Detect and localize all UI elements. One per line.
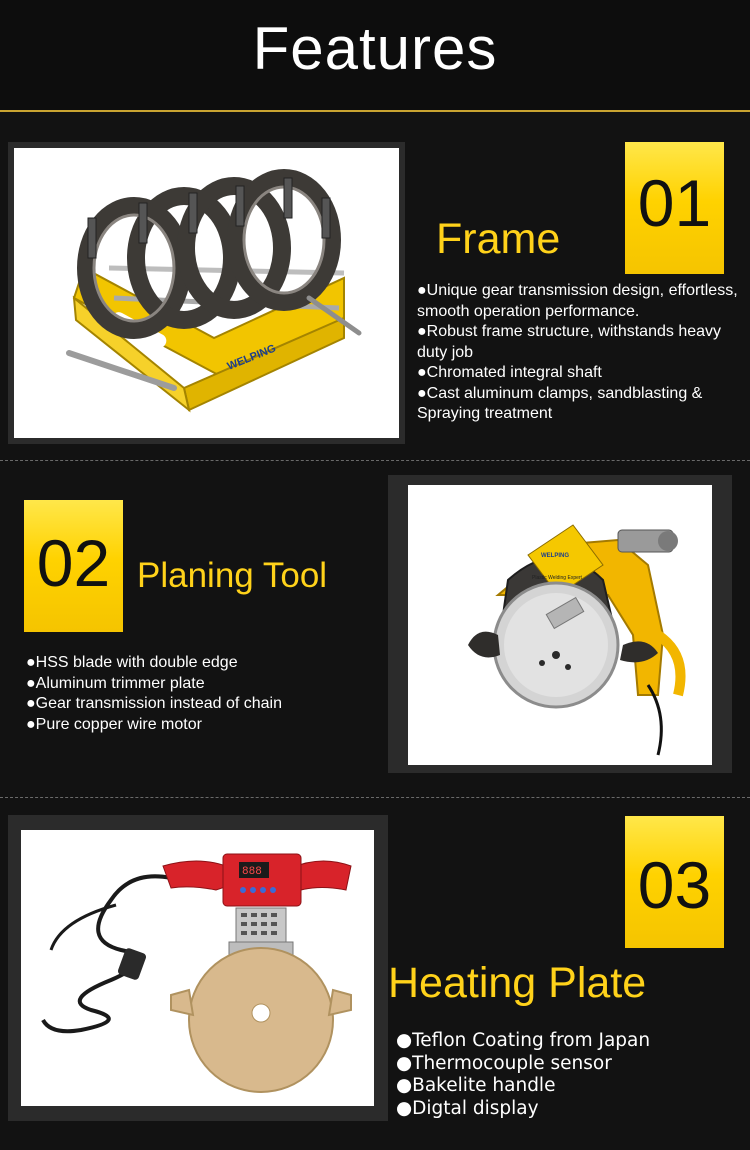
section-number-03-text: 03 [637, 848, 712, 922]
section-title-frame: Frame [436, 215, 561, 263]
section-title-heating-plate: Heating Plate [388, 959, 647, 1007]
heating-bullet-2: ●Thermocouple sensor [396, 1052, 612, 1074]
section-number-02-text: 02 [36, 526, 111, 600]
heating-bullet-3: ●Bakelite handle [396, 1075, 556, 1096]
planing-bullet-3: ●Gear transmission instead of chain [26, 695, 283, 712]
planing-bullet-1: ●HSS blade with double edge [26, 654, 238, 671]
planing-label-text: Plastic Welding Expert [532, 575, 582, 581]
page-title: Features [252, 15, 498, 82]
section-number-03 [625, 816, 724, 948]
heating-bullet-list [396, 1030, 736, 1120]
section-title-planing-tool: Planing Tool [137, 556, 328, 595]
frame-product-image [14, 148, 399, 438]
section-number-02 [24, 500, 123, 632]
planing-photo-frame [388, 475, 732, 773]
frame-photo-frame [8, 142, 405, 444]
frame-machine-illustration [14, 148, 399, 438]
frame-bullet-3: ●Chromated integral shaft [417, 364, 602, 381]
planing-bullet-2: ●Aluminum trimmer plate [26, 674, 205, 692]
frame-brand-mark: WELPING [225, 342, 278, 373]
section-number-01-text: 01 [637, 166, 712, 240]
planing-bullet-4: ●Pure copper wire motor [26, 715, 202, 733]
section-number-01 [625, 142, 724, 274]
frame-bullet-4: ●Cast aluminum clamps, sandblasting & Spraying treatment [417, 384, 703, 422]
header-divider [0, 110, 750, 112]
heating-display-readout: 888 [242, 866, 262, 878]
frame-bullet-1: ●Unique gear transmission design, effortless, smooth operation performance. [417, 282, 738, 320]
frame-bullet-list [417, 281, 742, 425]
planing-bullet-list [26, 653, 366, 735]
section-divider-1 [0, 460, 750, 461]
planing-brand-mark: WELPING [541, 553, 569, 559]
page-header [0, 0, 750, 112]
heating-product-image [21, 830, 374, 1106]
heating-plate-illustration [21, 830, 374, 1106]
section-divider-2 [0, 797, 750, 798]
frame-bullet-2: ●Robust frame structure, withstands heavy duty job [417, 323, 722, 361]
heating-bullet-4: ●Digtal display [396, 1097, 539, 1119]
planing-product-image [408, 485, 712, 765]
heating-photo-frame [8, 815, 388, 1121]
heating-bullet-1: ●Teflon Coating from Japan [396, 1030, 651, 1051]
planing-tool-illustration [408, 485, 712, 765]
